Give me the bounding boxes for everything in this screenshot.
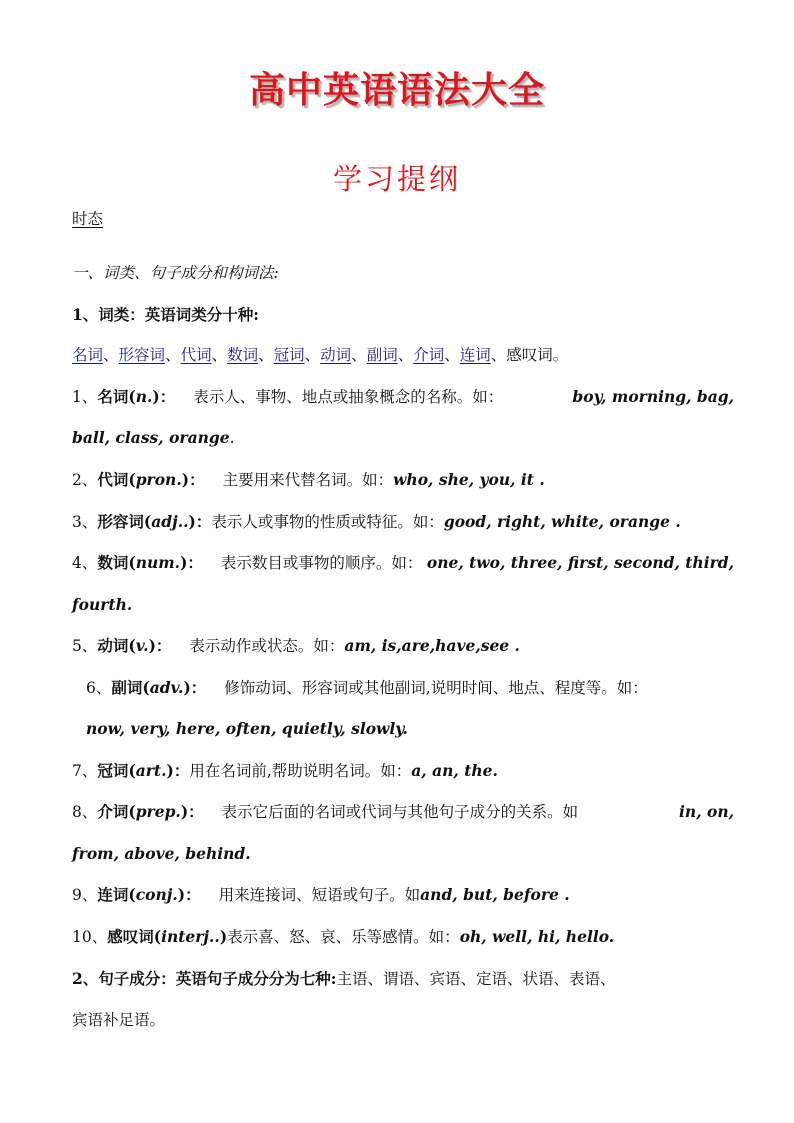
point2-text: 主语、谓语、宾语、定语、状语、表语、 [336, 970, 616, 988]
separator: 、 [211, 346, 228, 364]
word-class-link-preposition[interactable]: 介词 [413, 346, 445, 364]
item-desc: 表示它后面的名词或代词与其他句子成分的关系。如 [221, 803, 579, 821]
item-article [72, 760, 734, 782]
item-number: 5、 [72, 637, 98, 655]
item-conjunction [72, 884, 734, 906]
item-adjective [72, 511, 734, 533]
item-examples: one, two, three, first, second, third, [426, 553, 734, 572]
item-noun-main [72, 386, 503, 408]
item-desc: 修饰动词、形容词或其他副词,说明时间、地点、程度等。如： [224, 679, 648, 697]
item-number: 10、 [72, 928, 108, 946]
item-adverb [86, 677, 734, 699]
item-number: 2、 [72, 471, 98, 489]
item-abbr: num. [135, 553, 181, 572]
separator: 、 [258, 346, 274, 364]
item-abbr: adj.. [151, 512, 189, 531]
item-abbr: interj.. [161, 927, 220, 946]
item-close: ) [219, 927, 228, 946]
item-preposition-cont [72, 843, 734, 865]
item-examples: in, on, [679, 802, 734, 821]
item-term: 介词( [97, 802, 136, 821]
item-close: )： [181, 470, 205, 489]
word-class-link-numeral[interactable]: 数词 [227, 346, 259, 364]
item-term: 数词( [97, 553, 136, 572]
document-subtitle: 学习提纲 [332, 162, 461, 196]
item-numeral-cont [72, 594, 734, 616]
word-class-link-adverb[interactable]: 副词 [366, 346, 398, 364]
item-close: )： [188, 512, 212, 531]
separator: 、 [397, 346, 414, 364]
item-abbr: conj. [135, 885, 178, 904]
item-noun-cont [72, 427, 734, 449]
point1-heading [72, 304, 734, 326]
item-examples: who, she, you, it . [393, 470, 545, 489]
item-numeral [72, 552, 734, 574]
item-desc: 用来连接词、短语或句子。如 [218, 886, 421, 904]
word-class-interjection: 感叹词。 [506, 346, 569, 364]
separator: 、 [444, 346, 460, 364]
item-term: 动词( [97, 636, 136, 655]
separator: 、 [490, 346, 507, 364]
item-desc: 表示喜、怒、哀、乐等感情。如： [227, 928, 460, 946]
word-class-link-verb[interactable]: 动词 [320, 346, 352, 364]
item-desc: 表示人、事物、地点或抽象概念的名称。如： [193, 388, 504, 406]
word-class-link-article[interactable]: 冠词 [273, 346, 305, 364]
item-examples: a, an, the. [411, 761, 498, 780]
item-term: 连词( [97, 885, 136, 904]
word-class-link-adjective[interactable]: 形容词 [118, 346, 166, 364]
item-pronoun [72, 469, 734, 491]
item-desc: 表示数目或事物的顺序。如： [220, 554, 423, 572]
item-abbr: pron. [135, 470, 182, 489]
item-abbr: adv. [149, 678, 184, 697]
item-examples: oh, well, hi, hello. [459, 927, 615, 946]
item-number: 9、 [72, 886, 98, 904]
word-class-list [72, 344, 734, 366]
item-close: )： [180, 553, 203, 572]
point2-label: 2、句子成分：英语句子成分分为七种: [72, 969, 337, 988]
item-close: )： [180, 802, 204, 821]
section-heading [72, 262, 734, 284]
item-number: 7、 [72, 762, 98, 780]
item-noun [72, 386, 734, 408]
item-close: )： [183, 678, 207, 697]
item-term: 形容词( [97, 512, 152, 531]
word-class-link-conjunction[interactable]: 连词 [459, 346, 491, 364]
item-examples-cont: fourth. [72, 595, 133, 614]
item-term: 副词( [111, 678, 150, 697]
section-heading-text: 一、词类、句子成分和构词法: [72, 264, 279, 282]
item-abbr: prep. [135, 802, 181, 821]
item-term: 冠词( [97, 761, 136, 780]
item-term: 感叹词( [107, 927, 162, 946]
item-number: 6、 [86, 679, 112, 697]
item-examples-cont: ball, class, orange [72, 428, 230, 447]
separator: 、 [351, 346, 367, 364]
item-adverb-cont [86, 718, 734, 740]
item-abbr: art. [135, 761, 167, 780]
item-number: 3、 [72, 513, 98, 531]
item-verb [72, 635, 734, 657]
item-close: )： [152, 387, 176, 406]
point1-label: 1、词类：英语词类分十种: [72, 305, 260, 324]
item-close: )： [148, 636, 172, 655]
item-examples: am, is,are,have,see . [344, 636, 520, 655]
item-examples-cont: from, above, behind. [72, 844, 251, 863]
separator: 、 [304, 346, 321, 364]
item-end: . [229, 429, 235, 447]
point2-text-cont: 宾语补足语。 [72, 1011, 166, 1029]
separator: 、 [165, 346, 181, 364]
item-desc: 用在名词前,帮助说明名词。如： [189, 762, 412, 780]
item-numeral-main [72, 552, 422, 574]
toc-line [72, 208, 734, 230]
word-class-link-pronoun[interactable]: 代词 [180, 346, 212, 364]
item-number: 4、 [72, 554, 98, 572]
separator: 、 [103, 346, 119, 364]
item-close: )： [177, 885, 201, 904]
item-preposition [72, 801, 734, 823]
item-examples: good, right, white, orange . [443, 512, 681, 531]
item-examples: and, but, before . [420, 885, 570, 904]
item-number: 1、 [72, 388, 98, 406]
item-abbr: n. [135, 387, 153, 406]
item-examples: now, very, here, often, quietly, slowly. [86, 719, 408, 738]
point2-cont [72, 1009, 734, 1031]
item-desc: 表示动作或状态。如： [189, 637, 345, 655]
item-preposition-main [72, 801, 578, 823]
item-term: 名词( [97, 387, 136, 406]
toc-link-tense[interactable]: 时态 [72, 210, 104, 228]
item-number: 8、 [72, 803, 98, 821]
word-class-link-noun[interactable]: 名词 [72, 346, 104, 364]
item-interjection [72, 926, 734, 948]
point2 [72, 968, 734, 990]
item-term: 代词( [97, 470, 136, 489]
item-desc: 主要用来代替名词。如： [222, 471, 394, 489]
item-examples: boy, morning, bag, [572, 387, 734, 406]
item-desc: 表示人或事物的性质或特征。如： [211, 513, 444, 531]
document-title: 高中英语语法大全 [248, 70, 545, 111]
item-close: )： [166, 761, 190, 780]
item-abbr: v. [135, 636, 149, 655]
